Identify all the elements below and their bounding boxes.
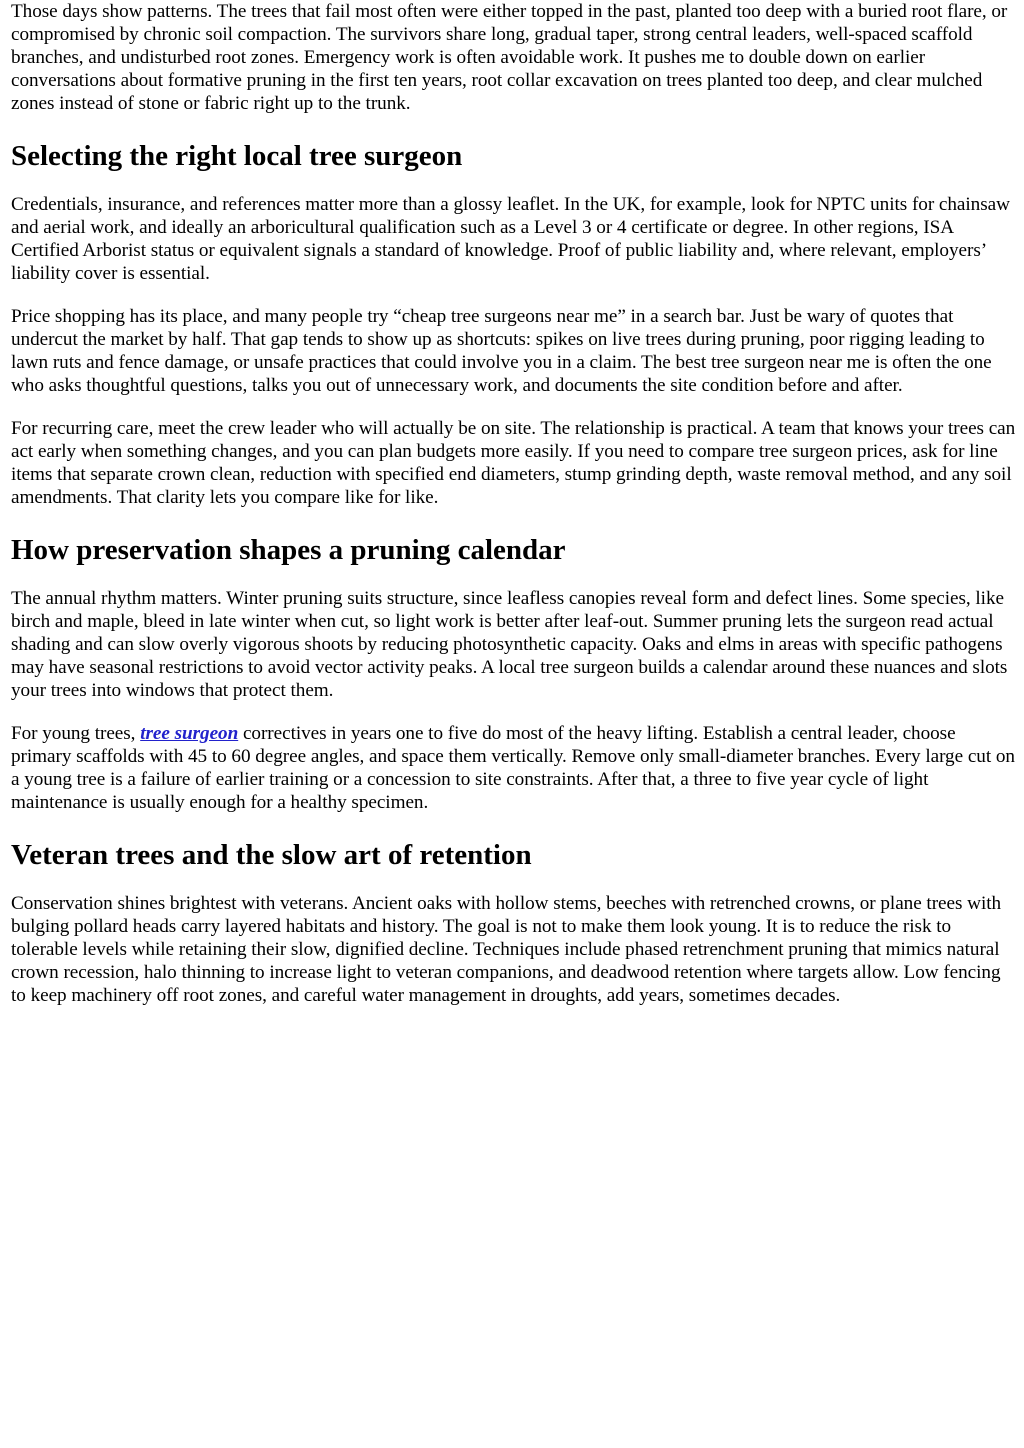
body-paragraph-with-link [11,722,1016,814]
section-heading: How preservation shapes a pruning calendar [11,534,566,566]
body-paragraph: For recurring care, meet the crew leader who will actually be on site. The relationship is practical. A team that knows your trees can act early when something changes, and you can plan budgets more easily. If you need to compare tree surgeon prices, ask for line items that separate crown clean, reduction with specified end diameters, stump grinding depth, waste removal method, and any soil amendments. That clarity lets you compare like for like. [11,418,1016,508]
section-heading: Selecting the right local tree surgeon [11,140,463,172]
link-paragraph-after: correctives in years one to five do most of the heavy lifting. Establish a central leader, choose primary scaffolds with 45 to 60 degree angles, and space them vertically. Remove only small-diameter branches. Every large cut on a young tree is a failure of earlier training or a concession to site constraints. After that, a three to five year cycle of light maintenance is usually enough for a healthy specimen. [11,723,1015,813]
section-pruning-calendar [11,533,1016,814]
link-paragraph-before: For young trees, [11,723,141,744]
tree-surgeon-link[interactable]: tree surgeon [140,723,239,744]
body-paragraph: Conservation shines brightest with veterans. Ancient oaks with hollow stems, beeches with retrenched crowns, or plane trees with bulging pollard heads carry layered habitats and history. The goal is not to make them look young. It is to reduce the risk to tolerable levels while retaining their slow, dignified decline. Techniques include phased retrenchment pruning that mimics natural crown recession, halo thinning to increase light to veteran companions, and deadwood retention where targets allow. Low fencing to keep machinery off root zones, and careful water management in droughts, add years, sometimes decades. [11,893,1002,1006]
body-paragraph: The annual rhythm matters. Winter pruning suits structure, since leafless canopies reveal form and defect lines. Some species, like birch and maple, bleed in late winter when cut, so light work is better after leaf-out. Summer pruning lets the surgeon read actual shading and can slow overly vigorous shoots by reducing photosynthetic capacity. Oaks and elms in areas with specific pathogens may have seasonal restrictions to avoid vector activity peaks. A local tree surgeon builds a calendar around these nuances and slots your trees into windows that protect them. [11,588,1008,701]
body-paragraph: Price shopping has its place, and many people try “cheap tree surgeons near me” in a search bar. Just be wary of quotes that undercut the market by half. That gap tends to show up as shortcuts: spikes on live trees during pruning, poor rigging leading to lawn ruts and fence damage, or unsafe practices that could involve you in a claim. The best tree surgeon near me is often the one who asks thoughtful questions, talks you out of unnecessary work, and documents the site condition before and after. [11,306,992,396]
body-paragraph: Credentials, insurance, and references matter more than a glossy leaflet. In the UK, for example, look for NPTC units for chainsaw and aerial work, and ideally an arboricultural qualification such as a Level 3 or 4 certificate or degree. In other regions, ISA Certified Arborist status or equivalent signals a standard of knowledge. Proof of public liability and, where relevant, employers’ liability cover is essential. [11,194,1010,284]
section-heading: Veteran trees and the slow art of retention [11,839,532,871]
section-selecting-surgeon [11,139,1016,509]
section-veteran-trees [11,838,1016,1007]
intro-paragraph: Those days show patterns. The trees that fail most often were either topped in the past, planted too deep with a buried root flare, or compromised by chronic soil compaction. The survivors share long, gradual taper, strong central leaders, well-spaced scaffold branches, and undisturbed root zones. Emergency work is often avoidable work. It pushes me to double down on earlier conversations about formative pruning in the first ten years, root collar excavation on trees planted too deep, and clear mulched zones instead of stone or fabric right up to the trunk. [11,1,1008,114]
